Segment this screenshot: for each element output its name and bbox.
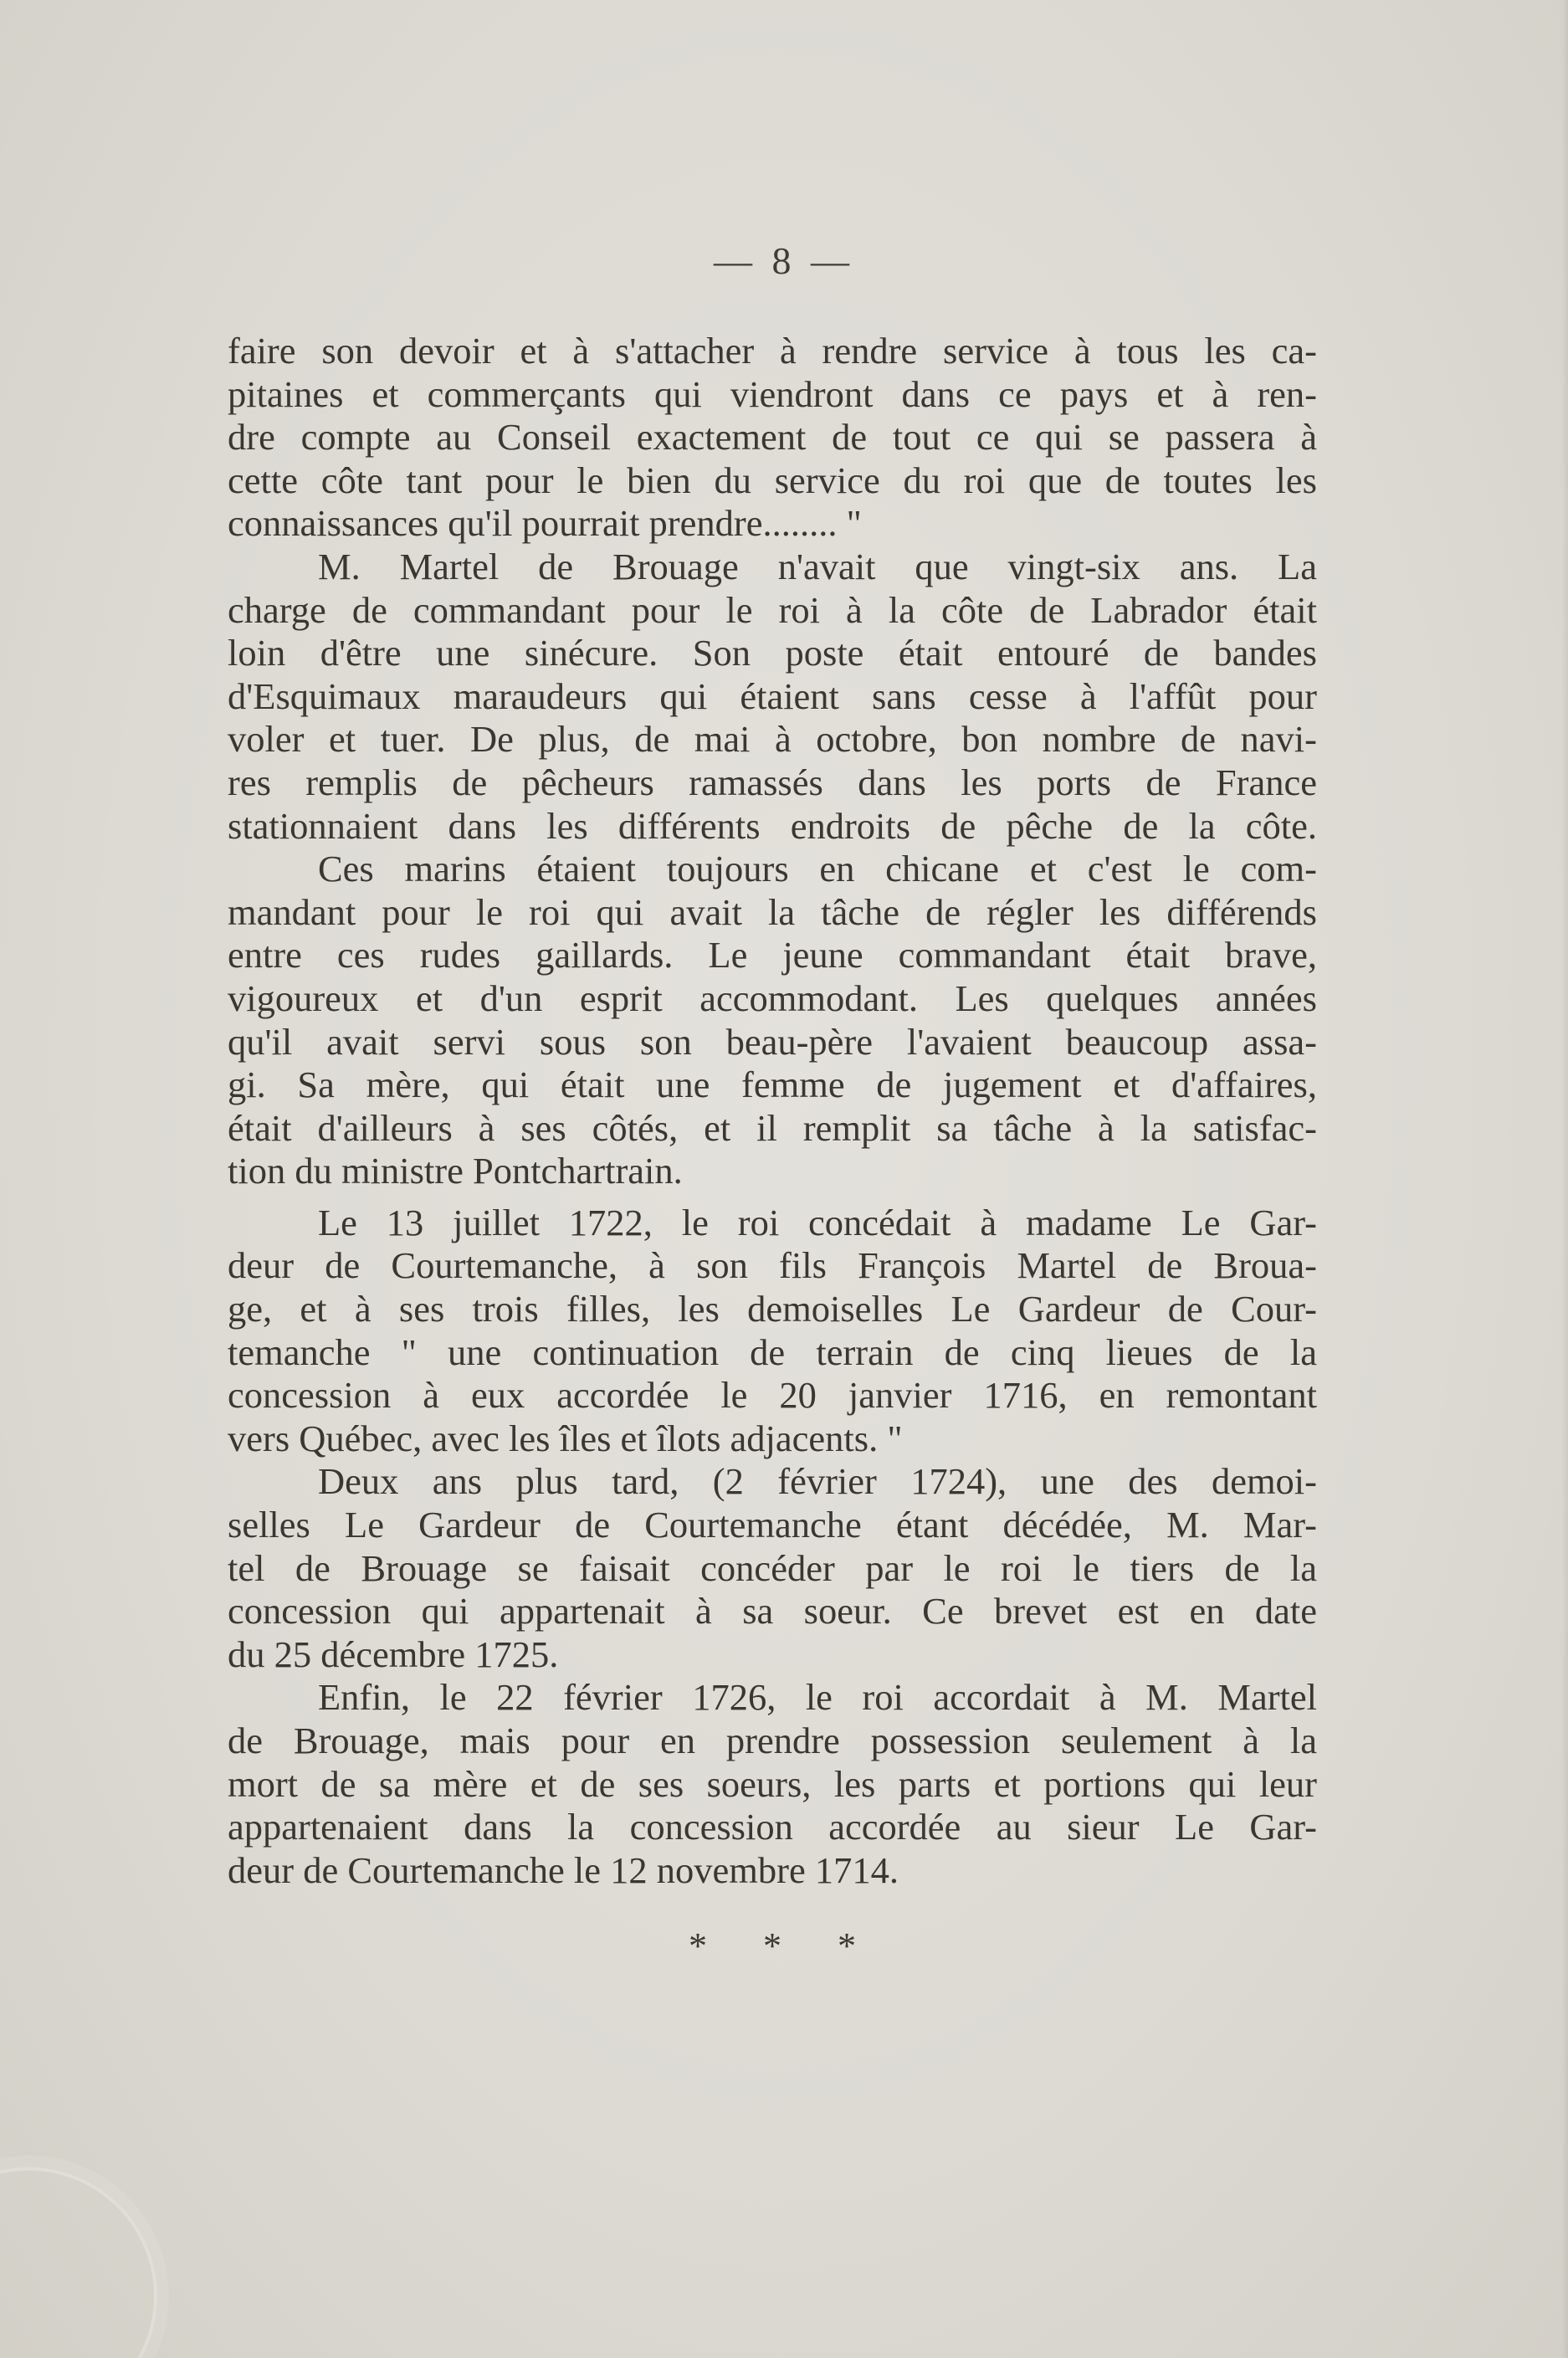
section-separator: * * * [689,1925,879,1966]
paragraph-6 [228,1676,1317,1892]
paragraph-4 [228,1202,1317,1461]
paragraph-2 [228,546,1317,848]
text-line: mandant pour le roi qui avait la tâche de régler les différends [228,890,1317,933]
text-line: entre ces rudes gaillards. Le jeune commandant était brave, [228,934,1317,977]
text-line: connaissances qu'il pourrait prendre........ " [228,502,862,545]
text-line: deur de Courtemanche, à son fils François Martel de Broua- [228,1244,1317,1287]
text-line: ge, et à ses trois filles, les demoiselles Le Gardeur de Cour- [228,1288,1317,1330]
text-line: faire son devoir et à s'attacher à rendre service à tous les ca- [228,330,1317,372]
text-line: selles Le Gardeur de Courtemanche étant décédée, M. Mar- [228,1504,1317,1546]
text-line: gi. Sa mère, qui était une femme de jugement et d'affaires, [228,1064,1317,1106]
text-line: Ces marins étaient toujours en chicane et c'est le com- [318,848,1317,890]
paragraph-3 [228,848,1317,1193]
text-line: pitaines et commerçants qui viendront dans ce pays et à ren- [228,372,1317,415]
text-line: temanche " une continuation de terrain de cinq lieues de la [228,1330,1317,1373]
body-text [228,330,1317,1892]
paragraph-5 [228,1460,1317,1676]
text-line: mort de sa mère et de ses soeurs, les parts et portions qui leur [228,1762,1317,1805]
text-line: appartenaient dans la concession accordée au sieur Le Gar- [228,1806,1317,1848]
text-line: M. Martel de Brouage n'avait que vingt-six ans. La [318,545,1317,587]
text-line: Enfin, le 22 février 1726, le roi accordait à M. Martel [318,1676,1317,1719]
text-line: charge de commandant pour le roi à la côte de Labrador était [228,588,1317,631]
text-line: stationnaient dans les différents endroits de pêche de la côte. [228,804,1317,847]
text-line: concession qui appartenait à sa soeur. Ce brevet est en date [228,1590,1317,1633]
text-line: deur de Courtemanche le 12 novembre 1714. [228,1848,899,1891]
text-line: tion du ministre Pontchartrain. [228,1150,683,1192]
text-line: d'Esquimaux maraudeurs qui étaient sans cesse à l'affût pour [228,674,1317,717]
text-line: cette côte tant pour le bien du service du roi que de toutes les [228,459,1317,501]
text-line: Deux ans plus tard, (2 février 1724), une des demoi- [318,1460,1317,1503]
text-line: loin d'être une sinécure. Son poste était entouré de bandes [228,632,1317,674]
page-edge-shadow [1561,0,1568,2358]
page-number: — 8 — [714,239,854,282]
text-line: concession à eux accordée le 20 janvier 1716, en remontant [228,1374,1317,1417]
text-line: tel de Brouage se faisait concéder par le roi le tiers de la [228,1546,1317,1589]
embossed-seal-mark [0,2167,157,2358]
text-line: de Brouage, mais pour en prendre possession seulement à la [228,1720,1317,1761]
text-line: vigoureux et d'un esprit accommodant. Les quelques années [228,977,1317,1019]
text-line: res remplis de pêcheurs ramassés dans les ports de France [228,761,1317,803]
text-line: était d'ailleurs à ses côtés, et il remplit sa tâche à la satisfac- [228,1106,1317,1149]
text-line: Le 13 juillet 1722, le roi concédait à madame Le Gar- [318,1201,1317,1243]
text-line: dre compte au Conseil exactement de tout ce qui se passera à [228,416,1317,459]
text-line: du 25 décembre 1725. [228,1633,559,1675]
text-line: qu'il avait servi sous son beau-père l'avaient beaucoup assa- [228,1020,1317,1063]
text-line: vers Québec, avec les îles et îlots adjacents. " [228,1417,903,1459]
text-line: voler et tuer. De plus, de mai à octobre, bon nombre de navi- [228,718,1317,761]
paragraph-1 [228,330,1317,546]
